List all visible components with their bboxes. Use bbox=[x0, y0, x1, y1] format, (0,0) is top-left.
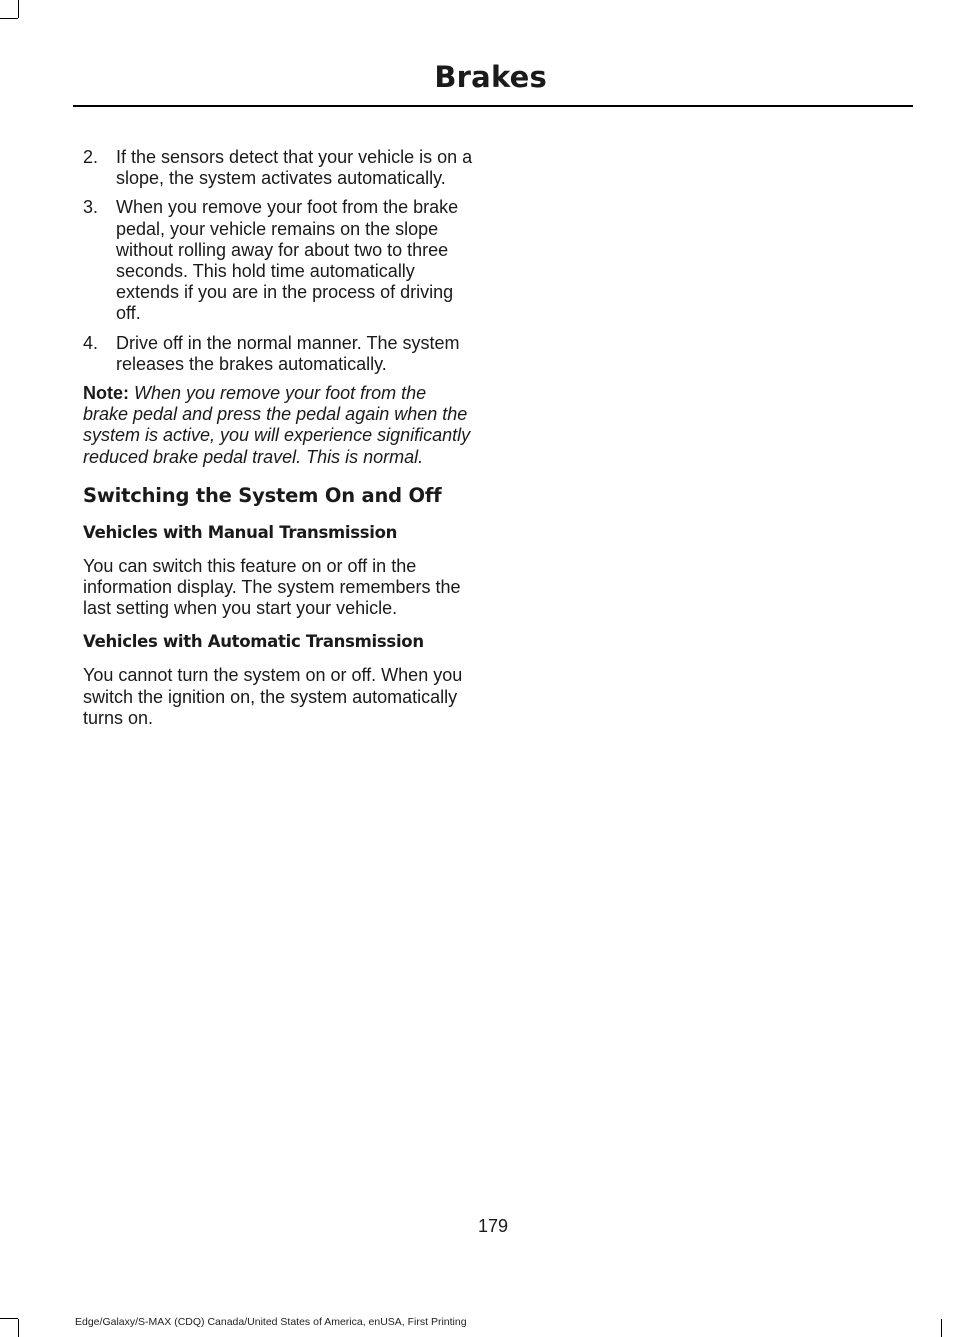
step-text: When you remove your foot from the brake pedal, your vehicle remains on the slope without rolling away for about two to three seconds. This hold time automatically extends if you are in the process of driving off. bbox=[116, 197, 459, 324]
step-text: If the sensors detect that your vehicle is on a slope, the system activates automatically. bbox=[116, 147, 473, 189]
list-item bbox=[83, 197, 475, 324]
crop-mark bbox=[18, 1319, 19, 1337]
page-number: 179 bbox=[477, 1216, 509, 1236]
header-divider bbox=[73, 105, 913, 107]
step-number: 2. bbox=[83, 147, 99, 167]
paragraph-manual: You can switch this feature on or off in the information display. The system remembers the last setting when you start your vehicle. bbox=[83, 555, 461, 619]
note bbox=[83, 383, 475, 468]
section-heading: Switching the System On and Off bbox=[83, 483, 442, 507]
paragraph-automatic: You cannot turn the system on or off. When you switch the ignition on, the system automatically turns on. bbox=[83, 665, 463, 728]
crop-mark bbox=[0, 18, 18, 19]
subheading-manual: Vehicles with Manual Transmission bbox=[83, 522, 398, 542]
crop-mark bbox=[18, 0, 19, 18]
list-item bbox=[83, 147, 475, 189]
subheading-automatic: Vehicles with Automatic Transmission bbox=[83, 632, 424, 652]
main-content bbox=[83, 147, 475, 741]
note-text: When you remove your foot from the brake pedal and press the pedal again when the system is active, you will experience significantly reduced brake pedal travel. This is normal. bbox=[83, 383, 471, 467]
footer-text: Edge/Galaxy/S-MAX (CDQ) Canada/United States of America, enUSA, First Printing bbox=[75, 1316, 467, 1328]
list-item bbox=[83, 333, 475, 375]
step-number: 3. bbox=[83, 197, 99, 218]
step-number: 4. bbox=[83, 332, 99, 353]
crop-mark bbox=[0, 1318, 18, 1319]
crop-mark bbox=[941, 1319, 942, 1337]
page-title: Brakes bbox=[434, 60, 547, 94]
note-label: Note: bbox=[83, 383, 129, 404]
step-text: Drive off in the normal manner. The system releases the brakes automatically. bbox=[116, 332, 460, 374]
